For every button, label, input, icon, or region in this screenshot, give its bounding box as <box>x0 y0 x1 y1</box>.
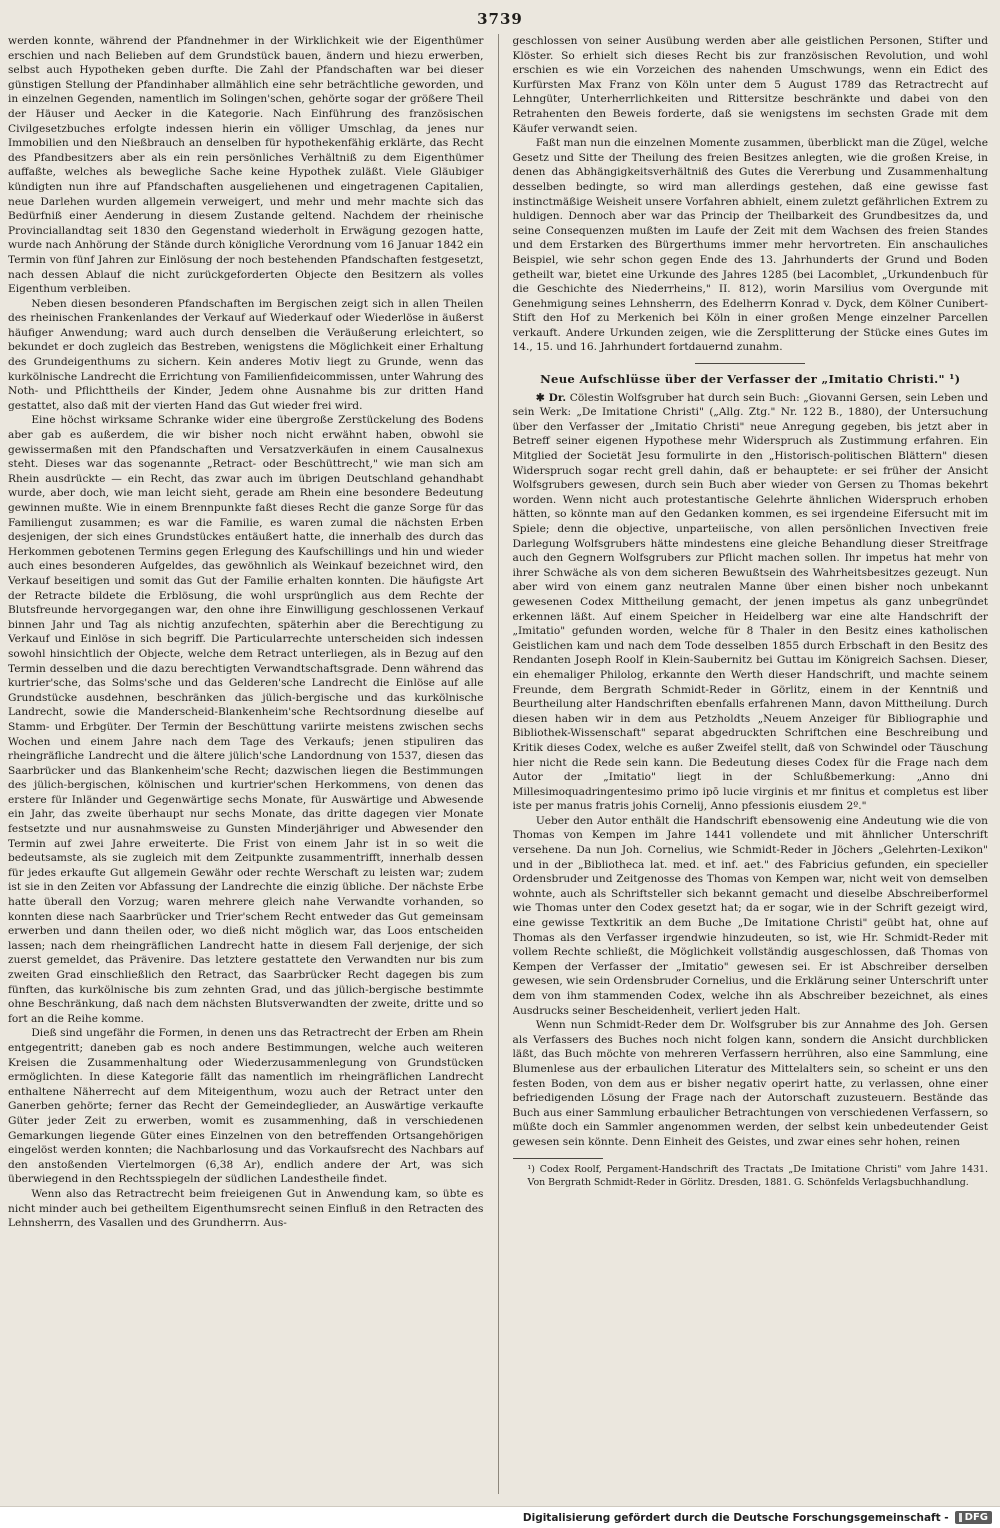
digitization-footer <box>0 1506 1000 1528</box>
footer-text: Digitalisierung gefördert durch die Deutsche Forschungsgemeinschaft - <box>522 1511 949 1524</box>
paragraph: Faßt man nun die einzelnen Momente zusammen, überblickt man die Zügel, welche Gesetz und Sitte der Theilung des freien Besitzes anlegten, wie die großen Kreise, in denen das Abhängigkeitsverhältniß des Gutes die Vererbung und Zusammenhaltung desselben bedingte, so wird man allerdings gestehen, daß eine gewisse fast instinctmäßige Weisheit unsere Vorfahren abhielt, einem zuletzt gefährlichen Extrem zu huldigen. Dennoch aber war das Princip der Theilbarkeit des Grundbesitzes da, und seine Consequenzen mußten im Laufe der Zeit mit dem Wachsen des freien Standes und dem Erstarken des Bürgerthums immer mehr hervortreten. Ein anschauliches Beispiel, wie sehr schon gegen Ende des 13. Jahrhunderts der Grund und Boden getheilt war, bietet eine Urkunde des Jahres 1285 (bei Lacomblet, „Urkundenbuch für die Geschichte des Niederrheins," II. 812), worin Marsilius vom Overgunde mit Genehmigung seines Lehnsherrn, des Edelherrn Konrad v. Dyck, dem Kölner Cunibert-Stift den Hof zu Merkenich bei Köln in einer großen Menge einzelner Parcellen verkauft. Andere Urkunden zeigen, wie die Zersplitterung der Stücke eines Gutes im 14., 15. und 16. Jahrhundert fortdauernd zunahm. <box>512 137 988 354</box>
paragraph: Eine höchst wirksame Schranke wider eine übergroße Zerstückelung des Bodens aber gab es außerdem, die wir bisher noch nicht erwähnt haben, obwohl sie gewissermaßen mit den Pfandschaften und Versatzverkäufen in einem Causalnexus steht. Dieses war das sogenannte „Retract- oder Beschüttrecht," wie man sich am Rhein ausdrückte — ein Recht, das zwar auch im übrigen Deutschland gehandhabt wurde, aber doch, wie man leicht sieht, gerade am Rhein eine besondere Bedeutung gewinnen mußte. Wie in einem Brennpunkte faßt dieses Recht die ganze Sorge für das Familiengut zusammen; es war die Familie, es waren zumal die nächsten Erben desjenigen, der sich eines Grundstückes entäußert hatte, die innerhalb des durch das Herkommen gebotenen Termins gegen Erlegung des Kaufschillings und hin und wieder auch eines besonderen Aufgeldes, das gewöhnlich als Weinkauf bezeichnet wird, den Verkauf beseitigen und somit das Gut der Familie erhalten konnten. Die häufigste Art der Retracte bildete die Erblösung, die wohl ursprünglich aus dem Rechte der Blutsfreunde hervorgegangen war, den ohne ihre Einwilligung geschlossenen Verkauf binnen Jahr und Tag als nichtig anzufechten, späterhin aber die Berechtigung zu Verkauf und Einlöse in sich begriff. Die Particularrechte unterscheiden sich indessen sowohl hinsichtlich der Objecte, welche dem Retract unterliegen, als in Bezug auf den Termin desselben und die dazu berechtigten Verwandtschaftsgrade. Denn während das kurtrier'sche, das Solms'sche und das Gelderen'sche Landrecht die Einlöse auf alle Grundstücke ausdehnen, beschränken das jülich-bergische und das kurkölnische Landrecht, sowie die Manderscheid-Blankenheim'sche Rechtsordnung dieselbe auf Stamm- und Erbgüter. Der Termin der Beschüttung variirte meistens zwischen sechs Wochen und einem Jahre nach dem Tage des Verkaufs; jenen stipuliren das rheingräfliche Landrecht und die ältere jülich'sche Landordnung von 1537, diesen das Saarbrücker und das Blankenheim'sche Recht; dazwischen liegen die Bestimmungen des jülich-bergischen, kölnischen und kurtrier'schen Herkommens, von denen das erstere für Inländer und Gegenwärtige sechs Monate, für Auswärtige und Abwesende ein Jahr, das zweite überhaupt nur sechs Monate, das dritte dagegen vier Monate festsetzte und nur ausnahmsweise zu Gunsten Minderjähriger und Abwesender den Termin auf zwei Jahre erweiterte. Die Frist von einem Jahr ist in so weit die bedeutsamste, als sie zugleich mit dem Zeitpunkte zusammentrifft, innerhalb dessen für jedes erkaufte Gut allgemein Gewähr oder rechte Werschaft zu leisten war; zudem ist sie in den Zeiten vor Abfassung der Landrechte die einzig übliche. Der nächste Erbe hatte überall den Vorzug; waren mehrere gleich nahe Verwandte vorhanden, so konnten diese nach Saarbrücker und Trier'schem Recht entweder das Gut gemeinsam erwerben und dann theilen oder, wo dieß nicht möglich war, das Loos entscheiden lassen; nach dem rheingräflichen Landrecht hatte in diesem Fall derjenige, der sich zuerst gemeldet, das Prävenire. Das letztere gestattete den Verwandten nur bis zum zweiten Grad einschließlich den Retract, das Saarbrücker Recht dagegen bis zum fünften, das kurkölnische bis zum zehnten Grad, und das jülich-bergische bestimmte ohne Beschränkung, daß nach dem nächsten Blutsverwandten der zweite, dritte und so fort an die Reihe komme. <box>8 414 484 1025</box>
paragraph: Dieß sind ungefähr die Formen, in denen uns das Retractrecht der Erben am Rhein entgegentritt; daneben gab es noch andere Bestimmungen, welche auch weiteren Kreisen die Zusammenhaltung oder Wiederzusammenlegung von Grundstücken ermöglichten. In diese Kategorie fällt das namentlich im rheingräflichen Landrecht enthaltene Näherrecht auf dem Miteigenthum, wozu auch der Retract unter den Ganerben gehörte; ferner das Recht der Gemeindeglieder, an Auswärtige verkaufte Güter jeder Zeit zu erwerben, womit es zusammenhing, daß in verschiedenen Gemarkungen liegende Güter eines Einzelnen von den betreffenden Ortsangehörigen eingelöst werden konnten; die Nachbarlosung und das Vorkaufsrecht des Nachbars auf den anstoßenden Viertelmorgen (6,38 Ar), endlich andere der Art, was sich überwiegend in den Rechtsspiegeln der südlichen Landestheile findet. <box>8 1027 484 1186</box>
article-lead-paragraph <box>513 391 989 814</box>
columns <box>8 34 988 1494</box>
article-title: Neue Aufschlüsse über der Verfasser der „Imitatio Christi." ¹) <box>540 372 961 387</box>
dfg-logo-text: DFG <box>964 1512 988 1523</box>
page-number: 3739 <box>477 10 523 28</box>
paragraph: Ueber den Autor enthält die Handschrift ebensowenig eine Andeutung wie die von Thomas von Kempen im Jahre 1441 vollendete und mit ähnlicher Unterschrift versehene. Da nun Joh. Cornelius, wie Schmidt-Reder in Jöchers „Gelehrten-Lexikon" und in der „Bibliotheca lat. med. et inf. aet." des Fabricius gefunden, ein specieller Ordensbruder und Zeitgenosse des Thomas von Kempen war, nicht weit von demselben wohnte, auch als Schriftsteller sich bekannt gemacht und dieselbe Abschreiberformel wie Thomas unter den Codex gesetzt hat; da er sogar, wie in der Schrift gezeigt wird, eine gewisse Textkritik an dem Buche „De Imitatione Christi" geübt hat, ohne auf Thomas als den Verfasser irgendwie hinzudeuten, so ist, wie Hr. Schmidt-Reder mit vollem Rechte schließt, die Möglichkeit vollständig ausgeschlossen, daß Thomas von Kempen der Verfasser der „Imitatio" gewesen sei. Er ist Abschreiber derselben gewesen, wie sein Ordensbruder Cornelius, und die Erklärung seiner Unterschrift unter dem von ihm stammenden Codex, welche ihn als Abschreiber bezeichnet, als eines Ausdrucks seiner Bescheidenheit, verliert jeden Halt. <box>512 814 988 1017</box>
dfg-logo-icon <box>955 1511 992 1524</box>
paragraph: Neben diesen besonderen Pfandschaften im Bergischen zeigt sich in allen Theilen des rheinischen Frankenlandes der Verkauf auf Wiederkauf oder Wiederlöse in äußerst häufiger Anwendung; ward auch durch denselben die Veräußerung erleichtert, so bekundet er doch zugleich das Bestreben, wenigstens die Möglichkeit einer Erhaltung des Grundeigenthums zu sichern. Kein anderes Motiv liegt zu Grunde, wenn das kurkölnische Landrecht die Errichtung von Familienfideicommissen, unter Wahrung des Noth- und Pflichttheils der Kinder, Jedem ohne Ausnahme bis zur dritten Hand gestattet, also daß mit der vierten Hand das Gut wieder frei wird. <box>8 297 484 412</box>
left-column <box>8 34 484 1494</box>
paragraph-text: Cölestin Wolfsgruber hat durch sein Buch: „Giovanni Gersen, sein Leben und sein Werk: „De Imitatione Christi" („Allg. Ztg." Nr. 122 B., 1880), der Untersuchung über den Verfasser der „Imitatio Christi" neue Anregung gegeben, bis jetzt aber in Betreff seiner eigenen Hypothese mehr Widerspruch als Zustimmung erfahren. Ein Mitglied der Societät Jesu formulirte in den „Historisch-politischen Blättern" diesen Widerspruch sogar recht grell dahin, daß er behauptete: er sei früher der Ansicht Wolfsgrubers gewesen, durch sein Buch aber wieder von Gersen zu Thomas bekehrt worden. Wenn nicht auch protestantische Gelehrte ähnlichen Widerspruch erhoben hätten, so könnte man auf den Gedanken kommen, es sei irgendeine Eifersucht mit im Spiele; denn die objective, unparteiische, von allen persönlichen Invectiven freie Darlegung Wolfsgrubers hätte mindestens eine gleiche Behandlung dieser Streitfrage auch den Gegnern Wolfsgrubers zur Pflicht machen sollen. Ihr impetus hat mehr von ihrer Schwäche als von dem sicheren Bewußtsein des Wahrheitsbesitzes gezeugt. Nun aber wird von einem ganz neutralen Manne über einen bisher noch unbekannt gewesenen Codex Mittheilung gemacht, der jenen impetus als ganz unbegründet erkennen läßt. Auf einem Speicher in Heidelberg war eine alte Handschrift der „Imitatio" gefunden worden, welche für 8 Thaler in den Besitz eines katholischen Geistlichen kam und nach dem Tode desselben 1855 durch Erbschaft in den Besitz des Rendanten Joseph Roolf in Klein-Saubernitz bei Guttau im Königreich Sachsen. Dieser, ein ehemaliger Philolog, erkannte den Werth dieser Handschrift, und machte seinem Freunde, dem Bergrath Schmidt-Reder in Görlitz, einem in der Kenntniß und Beurtheilung alter Handschriften ebenfalls erfahrenen Mann, davon Mittheilung. Durch diesen haben wir in dem aus Petzholdts „Neuem Anzeiger für Bibliographie und Bibliothek-Wissenschaft" separat abgedruckten Schriftchen eine Beschreibung und Kritik dieses Codex, welche es außer Zweifel stellt, daß von Schwindel oder Täuschung hier nicht die Rede sein kann. Die Bedeutung dieses Codex für die Frage nach dem Autor der „Imitatio" liegt in der Schlußbemerkung: „Anno dni Millesimoquadringentesimo primo ipō lucie virginis et mr finitus et completus est liber iste per manus fratris johis Cornelij, Anno pfessionis eiusdem 2º." <box>512 391 988 813</box>
right-column <box>513 34 989 1494</box>
paragraph: geschlossen von seiner Ausübung werden aber alle geistlichen Personen, Stifter und Klöster. So erhielt sich dieses Recht bis zur französischen Revolution, und wohl erschien es wie ein Vorzeichen des nahenden Umschwungs, wenn ein Edict des Kurfürsten Max Franz von Köln unter dem 5 August 1789 das Retractrecht auf Lehngüter, Unterherrlichkeiten und Rittersitze beschränkte und dabei von den Retrahenten den Beweis forderte, daß sie wenigstens im sechsten Grade mit dem Käufer verwandt seien. <box>512 35 988 135</box>
footnote-rule <box>513 1158 603 1159</box>
column-divider <box>498 34 499 1494</box>
dateline: ✱ Dr. <box>535 391 567 404</box>
paragraph: werden konnte, während der Pfandnehmer in der Wirklichkeit wie der Eigenthümer erschien und nach Belieben auf dem Grundstück bauen, ändern und hiezu erwerben, selbst auch Hypotheken geben durfte. Die Zahl der Pfandschaften war bei dieser günstigen Stellung der Pfandinhaber allmählich eine sehr beträchtliche geworden, und in einzelnen Gegenden, namentlich im Solingen'schen, gehörte sogar der größere Theil der Häuser und Aecker in die Kategorie. Nach Einführung des französischen Civilgesetzbuches erfolgte indessen hierin ein völliger Umschlag, da jenes nur Immobilien und den Nießbrauch an denselben für hypothekenfähig erklärte, das Recht des Pfandbesitzers aber als ein rein persönliches Verhältniß zu dem Eigenthümer auffaßte, welches als bewegliche Sache keine Hypothek zuläßt. Viele Gläubiger kündigten nun ihre auf Pfandschaften ausgeliehenen und eingetragenen Capitalien, neue Darlehen wurden allgemein verweigert, und mehr und mehr machte sich das Bedürfniß einer Aenderung in diesem Zustande geltend. Nachdem der rheinische Provinciallandtag seit 1830 den Gegenstand wiederholt in Erwägung gezogen hatte, wurde nach Anhörung der Stände durch königliche Verordnung vom 16 Januar 1842 ein Termin von fünf Jahren zur Einlösung der noch bestehenden Pfandschaften festgesetzt, nach dessen Ablauf die nicht zurückgeforderten Objecte den Besitzern als volles Eigenthum verbleiben. <box>8 35 484 296</box>
section-rule <box>695 363 805 364</box>
footnote: ¹) Codex Roolf, Pergament-Handschrift des Tractats „De Imitatione Christi" vom Jahre 1431. Von Bergrath Schmidt-Reder in Görlitz. Dresden, 1881. G. Schönfelds Verlagsbuchhandlung. <box>527 1163 988 1188</box>
paragraph: Wenn also das Retractrecht beim freieigenen Gut in Anwendung kam, so übte es nicht minder auch bei getheiltem Eigenthumsrecht seinen Einfluß in den Retracten des Lehnsherrn, des Vasallen und des Grundherrn. Aus- <box>8 1187 484 1230</box>
paragraph: Wenn nun Schmidt-Reder dem Dr. Wolfsgruber bis zur Annahme des Joh. Gersen als Verfassers des Buches noch nicht folgen kann, sondern die Ansicht durchblicken läßt, das Buch möchte von mehreren Verfassern herrühren, also eine Sammlung, eine Blumenlese aus der erbaulichen Literatur des Mittelalters sein, so scheint er uns den festen Boden, von dem aus er bisher negativ operirt hatte, zu verlassen, ohne einer befriedigenden Lösung der Frage nach der Autorschaft zuzusteuern. Bestände das Buch aus einer Sammlung erbaulicher Betrachtungen von verschiedenen Verfassern, so müßte doch ein Sammler angenommen werden, der selbst kein unbedeutender Geist gewesen sein könnte. Denn Einheit des Geistes, und zwar eines sehr hohen, reinen <box>512 1019 988 1148</box>
